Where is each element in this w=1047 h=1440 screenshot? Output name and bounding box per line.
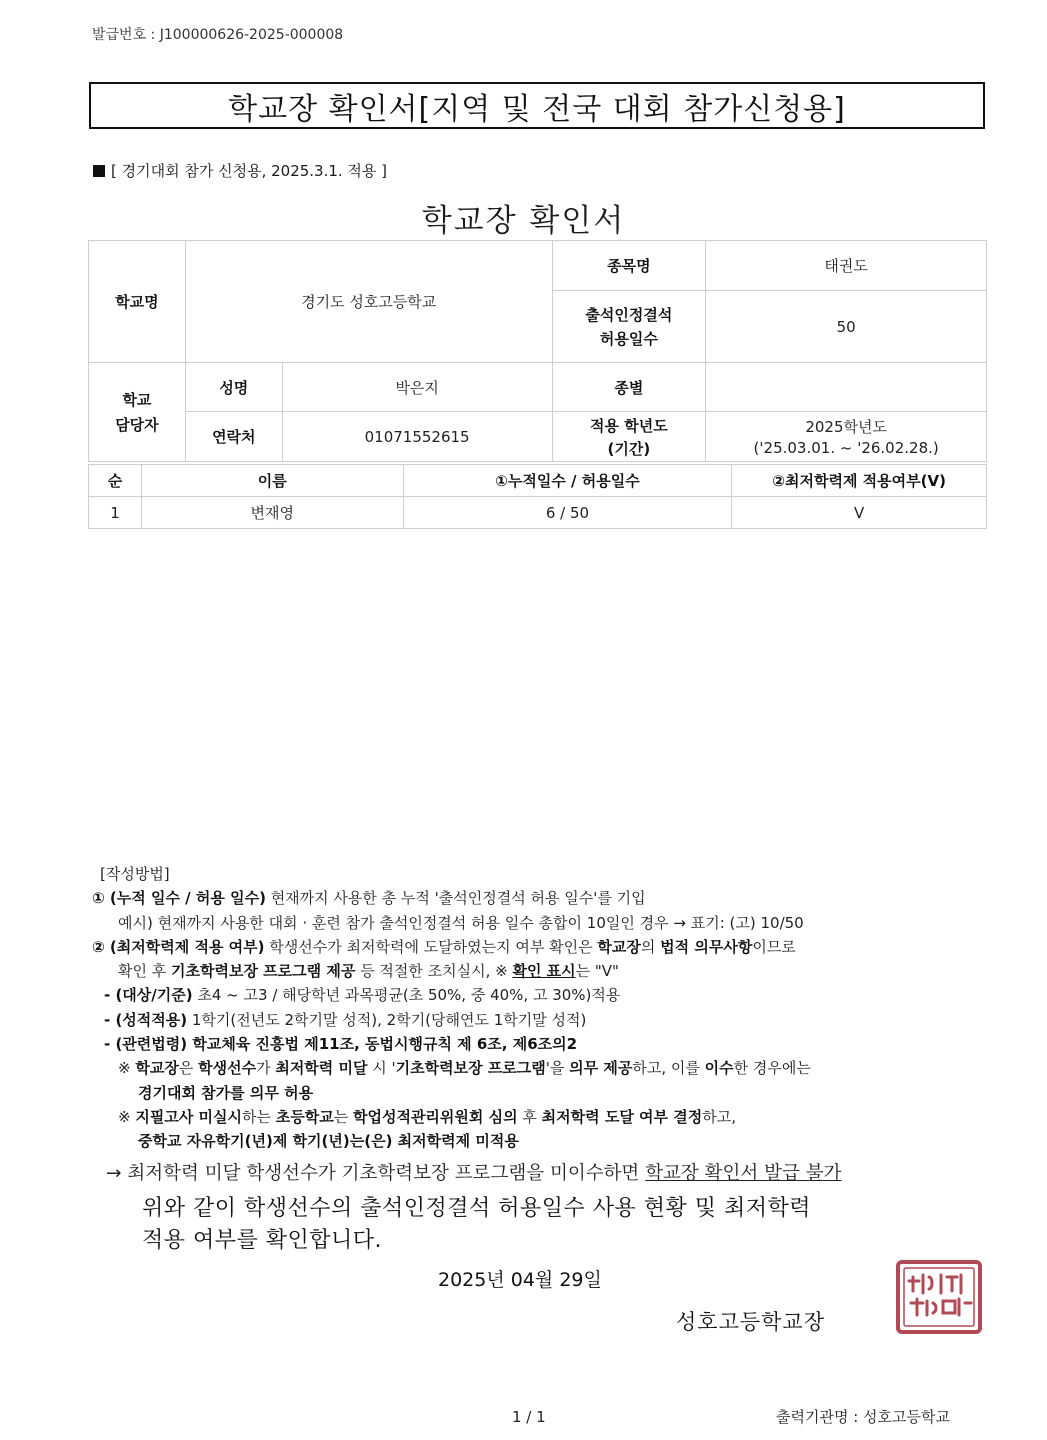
name-value: 박은지 xyxy=(282,363,552,412)
school-label: 학교명 xyxy=(89,241,186,363)
confirmation-line-1: 위와 같이 학생선수의 출석인정결석 허용일수 사용 현황 및 최저학력 xyxy=(142,1196,812,1221)
guide-line-3: ② (최저학력제 적용 여부) 학생선수가 최저학력에 도달하였는지 여부 확인은 학교장의 법적 의무사항이므로 xyxy=(92,937,796,956)
allowed-days-value: 50 xyxy=(706,291,987,363)
col-header-days: ①누적일수 / 허용일수 xyxy=(403,465,732,497)
col-header-name: 이름 xyxy=(141,465,403,497)
confirmation-line-2: 적용 여부를 확인합니다. xyxy=(142,1228,383,1253)
guide-heading: [작성방법] xyxy=(100,865,170,883)
year-label xyxy=(552,412,706,462)
writing-guide xyxy=(92,862,992,1188)
year-label-line1: 적용 학년도 xyxy=(590,416,668,435)
name-label: 성명 xyxy=(185,363,282,412)
row-days: 6 / 50 xyxy=(403,497,732,529)
sport-label: 종목명 xyxy=(552,241,706,291)
main-title: 학교장 확인서[지역 및 전국 대회 참가신청용] xyxy=(89,82,985,129)
sub-note-text: [ 경기대회 참가 신청용, 2025.3.1. 적용 ] xyxy=(111,162,388,180)
student-table xyxy=(88,464,987,529)
contact-value: 01071552615 xyxy=(282,412,552,462)
col-header-no: 순 xyxy=(89,465,142,497)
year-value-line1: 2025학년도 xyxy=(805,418,887,436)
guide-line-12: → 최저학력 미달 학생선수가 기초학력보장 프로그램을 미이수하면 학교장 확인서 발급 불가 xyxy=(106,1162,842,1184)
document-title: 학교장 확인서 xyxy=(421,203,626,239)
year-label-line2: (기간) xyxy=(607,439,651,458)
row-check: V xyxy=(732,497,987,529)
school-seal-icon xyxy=(895,1259,983,1335)
manager-label xyxy=(89,363,186,462)
year-value xyxy=(706,412,987,462)
allowed-days-label-line2: 허용일수 xyxy=(599,330,658,348)
year-value-line2: ('25.03.01. ~ '26.02.28.) xyxy=(753,439,939,457)
guide-line-8: ※ 학교장은 학생선수가 최저학력 미달 시 '기초학력보장 프로그램'을 의무 제공하고, 이를 이수한 경우에는 xyxy=(118,1059,811,1078)
row-name: 변재영 xyxy=(141,497,403,529)
manager-label-line2: 담당자 xyxy=(115,416,159,434)
guide-line-1: ① (누적 일수 / 허용 일수) 현재까지 사용한 총 누적 '출석인정결석 허용 일수'를 기입 xyxy=(92,889,646,908)
sport-value: 태권도 xyxy=(706,241,987,291)
category-label: 종별 xyxy=(552,363,706,412)
issue-date: 2025년 04월 29일 xyxy=(438,1269,602,1291)
guide-line-9: 경기대회 참가를 의무 허용 xyxy=(138,1083,314,1102)
sub-note xyxy=(93,160,387,181)
guide-line-4: 확인 후 기초학력보장 프로그램 제공 등 적절한 조치실시, ※ 확인 표시는 "V" xyxy=(118,962,619,981)
table-row xyxy=(89,497,987,529)
square-bullet-icon xyxy=(93,165,105,177)
guide-line-5: - (대상/기준) 초4 ~ 고3 / 해당학년 과목평균(초 50%, 중 40%, 고 30%)적용 xyxy=(104,986,621,1005)
guide-line-7: - (관련법령) 학교체육 진흥법 제11조, 동법시행규칙 제 6조, 제6조의2 xyxy=(104,1035,578,1054)
allowed-days-label-line1: 출석인정결석 xyxy=(585,306,673,324)
guide-line-2: 예시) 현재까지 사용한 대회 · 훈련 참가 출석인정결석 허용 일수 총합이 10일인 경우 → 표기: (고) 10/50 xyxy=(118,913,804,932)
guide-line-11: 중학교 자유학기(년)제 학기(년)는(은) 최저학력제 미적용 xyxy=(138,1132,519,1151)
printer-info: 출력기관명 : 성호고등학교 xyxy=(776,1408,950,1426)
row-no: 1 xyxy=(89,497,142,529)
category-value xyxy=(706,363,987,412)
school-value: 경기도 성호고등학교 xyxy=(185,241,552,363)
guide-line-10: ※ 지필고사 미실시하는 초등학교는 학업성적관리위원회 심의 후 최저학력 도달 여부 결정하고, xyxy=(118,1107,736,1126)
col-header-min-achievement: ②최저학력제 적용여부(V) xyxy=(732,465,987,497)
guide-line-6: - (성적적용) 1학기(전년도 2학기말 성적), 2학기(당해연도 1학기말 성적) xyxy=(104,1010,587,1029)
allowed-days-label xyxy=(552,291,706,363)
issuer-name: 성호고등학교장 xyxy=(676,1310,826,1334)
contact-label: 연락처 xyxy=(185,412,282,462)
manager-label-line1: 학교 xyxy=(122,391,152,409)
issue-number: 발급번호 : J100000626-2025-000008 xyxy=(92,27,344,43)
info-table xyxy=(88,240,987,462)
page-number: 1 / 1 xyxy=(512,1408,546,1426)
confirmation-statement xyxy=(142,1193,811,1257)
